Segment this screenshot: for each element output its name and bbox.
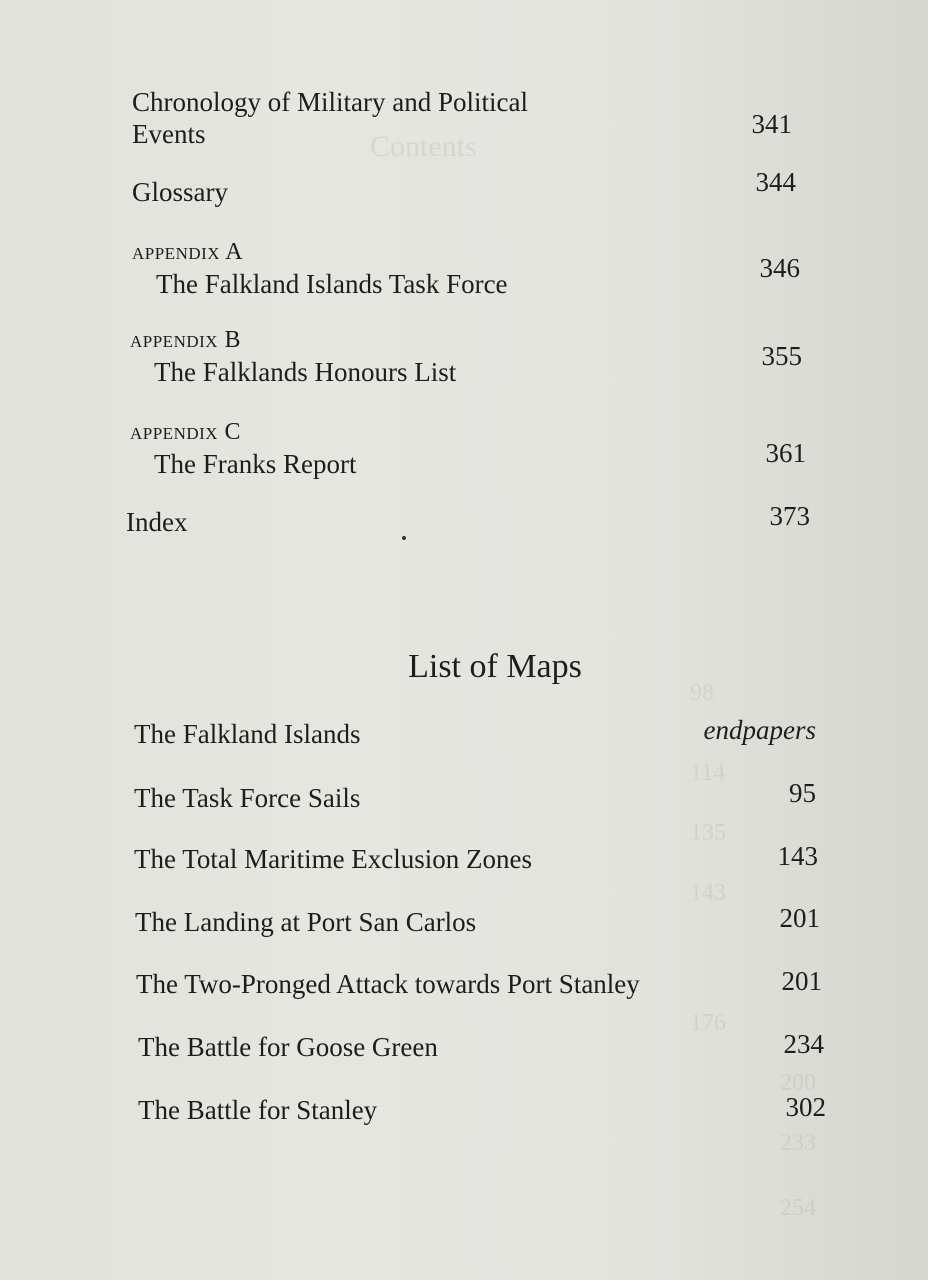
appendix-label: appendix A bbox=[132, 239, 244, 265]
map-page: 143 bbox=[777, 841, 818, 871]
map-page: 201 bbox=[779, 903, 820, 933]
appendix-label: appendix B bbox=[130, 327, 242, 353]
show-through-decoration: 114 bbox=[690, 760, 726, 786]
toc-entry-glossary bbox=[132, 176, 228, 208]
appendix-label: appendix C bbox=[130, 419, 242, 445]
toc-entry-label: The Franks Report bbox=[154, 449, 357, 479]
map-entry bbox=[138, 1094, 377, 1126]
map-page: 234 bbox=[783, 1029, 824, 1059]
show-through-decoration: 233 bbox=[780, 1130, 816, 1156]
toc-entry-appendix-b bbox=[130, 322, 456, 388]
map-page: 201 bbox=[781, 966, 822, 996]
toc-entry-page: 355 bbox=[761, 341, 802, 371]
map-entry bbox=[136, 968, 640, 1000]
map-title: The Task Force Sails bbox=[134, 783, 361, 813]
map-title: The Total Maritime Exclusion Zones bbox=[134, 844, 533, 874]
toc-entry-label: Glossary bbox=[132, 177, 228, 207]
toc-entry-chronology bbox=[132, 86, 528, 150]
toc-entry-page: 341 bbox=[751, 109, 792, 139]
toc-entry-page: 346 bbox=[759, 253, 800, 283]
show-through-decoration: 254 bbox=[780, 1195, 816, 1221]
map-title: The Falkland Islands bbox=[134, 719, 361, 749]
map-title: The Landing at Port San Carlos bbox=[135, 907, 477, 937]
map-entry bbox=[134, 782, 360, 814]
map-title: The Battle for Stanley bbox=[138, 1095, 378, 1125]
show-through-decoration: 200 bbox=[780, 1070, 816, 1096]
map-title: The Battle for Goose Green bbox=[138, 1032, 438, 1062]
toc-entry-appendix-a bbox=[132, 234, 508, 300]
toc-entry-label: Events bbox=[132, 119, 206, 149]
map-entry bbox=[134, 718, 360, 750]
toc-entry-page: 373 bbox=[769, 501, 810, 531]
toc-entry-index bbox=[126, 506, 187, 538]
map-entry bbox=[134, 843, 532, 875]
show-through-decoration: 176 bbox=[690, 1010, 726, 1036]
toc-entry-label: The Falkland Islands Task Force bbox=[156, 269, 508, 299]
map-title: The Two-Pronged Attack towards Port Stanley bbox=[136, 969, 640, 999]
toc-entry-label: Index bbox=[126, 507, 188, 537]
ink-speck bbox=[402, 536, 406, 540]
toc-entry-page: 344 bbox=[755, 167, 796, 197]
toc-entry-label: The Falklands Honours List bbox=[154, 357, 457, 387]
show-through-decoration: Contents bbox=[370, 130, 477, 163]
map-page: 302 bbox=[785, 1092, 826, 1122]
map-entry bbox=[138, 1031, 438, 1063]
map-entry bbox=[135, 906, 476, 938]
show-through-decoration: 98 bbox=[690, 680, 714, 706]
show-through-decoration: 135 bbox=[690, 820, 726, 846]
map-page: endpapers bbox=[703, 715, 816, 745]
show-through-decoration: 143 bbox=[690, 880, 726, 906]
toc-entry-appendix-c bbox=[130, 414, 356, 480]
maps-heading: List of Maps bbox=[408, 648, 582, 685]
toc-entry-label: Chronology of Military and Political bbox=[132, 87, 528, 117]
map-page: 95 bbox=[789, 778, 816, 808]
toc-entry-page: 361 bbox=[765, 438, 806, 468]
